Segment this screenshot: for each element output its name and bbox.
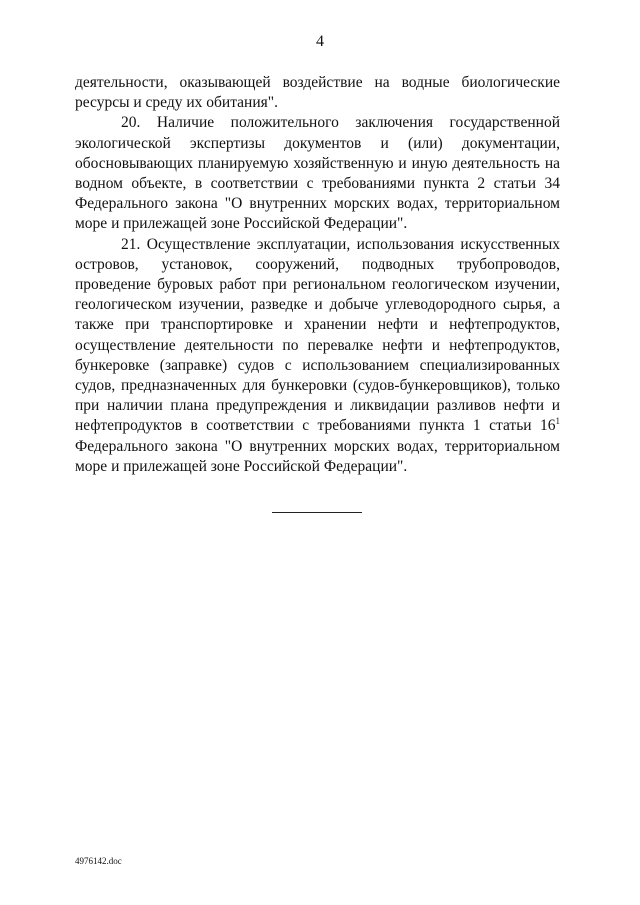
page-number: 4 xyxy=(316,33,324,50)
article-superscript: 1 xyxy=(555,416,560,427)
paragraph-21-text-end: Федерального закона "О внутренних морских водах, территориальном море и прилежащей зоне Российской Федерации". xyxy=(75,437,560,475)
paragraph-19-continuation: деятельности, оказывающей воздействие на водные биологические ресурсы и среду их обитания". xyxy=(75,74,560,112)
paragraph-20: 20. Наличие положительного заключения государственной экологической экспертизы документов и (или) документации, обосновывающих планируемую хозяйственную и иную деятельность на водном объекте, в соответствии с требованиями пункта 2 статьи 34 Федерального закона "О внутренних морских водах, территориальном море и прилежащей зоне Российской Федерации". xyxy=(75,114,560,233)
end-of-document-rule xyxy=(272,512,362,513)
document-body xyxy=(75,73,560,477)
paragraph-21 xyxy=(75,235,560,477)
document-code: 4976142.doc xyxy=(75,856,122,866)
paragraph-21-text: 21. Осуществление эксплуатации, использования искусственных островов, установок, сооружений, подводных трубопроводов, проведение буровых работ при региональном геологическом изучении, геологическом изучении, разведке и добыче углеводородного сырья, а также при транспортировке и хранении нефти и нефтепродуктов, осуществление деятельности по перевалке нефти и нефтепродуктов, бункеровке (заправке) судов с использованием специализированных судов, предназначенных для бункеровки (судов-бункеровщиков), только при наличии плана предупреждения и ликвидации разливов нефти и нефтепродуктов в соответствии с требованиями пункта 1 статьи 16 xyxy=(75,235,560,435)
